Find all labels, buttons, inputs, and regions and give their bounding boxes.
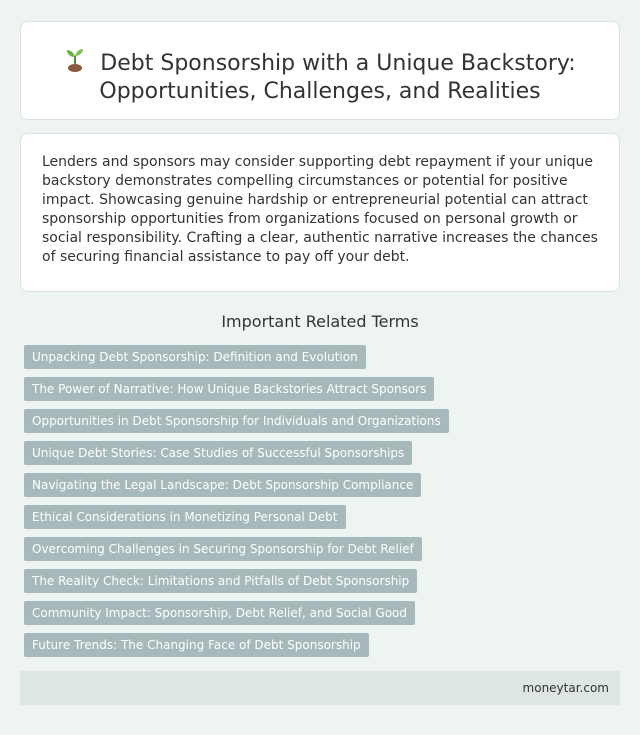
related-term-link[interactable]: The Power of Narrative: How Unique Backstories Attract Sponsors (24, 377, 434, 401)
related-term-link[interactable]: Future Trends: The Changing Face of Debt Sponsorship (24, 633, 369, 657)
page-title (21, 46, 619, 106)
related-term-link[interactable]: Unique Debt Stories: Case Studies of Successful Sponsorships (24, 441, 412, 465)
footer-site-name[interactable]: moneytar.com (522, 681, 609, 695)
title-card (20, 21, 620, 120)
intro-paragraph: Lenders and sponsors may consider supporting debt repayment if your unique backstory demonstrates compelling circumstances or potential for positive impact. Showcasing genuine hardship or entrepreneurial potential can attract sponsorship opportunities from organizations focused on personal growth or social responsibility. Crafting a clear, authentic narrative increases the chances of securing financial assistance to pay off your debt. (42, 154, 598, 265)
related-term-link[interactable]: Opportunities in Debt Sponsorship for Individuals and Organizations (24, 409, 449, 433)
intro-card (20, 133, 620, 292)
related-term-link[interactable]: Unpacking Debt Sponsorship: Definition and Evolution (24, 345, 366, 369)
title-line-1: Debt Sponsorship with a Unique Backstory: (100, 51, 576, 76)
related-term-link[interactable]: Community Impact: Sponsorship, Debt Relief, and Social Good (24, 601, 415, 625)
title-line-2: Opportunities, Challenges, and Realities (99, 79, 541, 104)
related-term-link[interactable]: Ethical Considerations in Monetizing Personal Debt (24, 505, 346, 529)
related-term-link[interactable]: The Reality Check: Limitations and Pitfalls of Debt Sponsorship (24, 569, 417, 593)
footer (20, 671, 620, 705)
related-term-link[interactable]: Overcoming Challenges in Securing Sponsorship for Debt Relief (24, 537, 422, 561)
related-term-link[interactable]: Navigating the Legal Landscape: Debt Sponsorship Compliance (24, 473, 421, 497)
related-terms-list (24, 345, 624, 665)
sprout-icon (64, 46, 86, 72)
related-terms-heading: Important Related Terms (221, 312, 419, 331)
